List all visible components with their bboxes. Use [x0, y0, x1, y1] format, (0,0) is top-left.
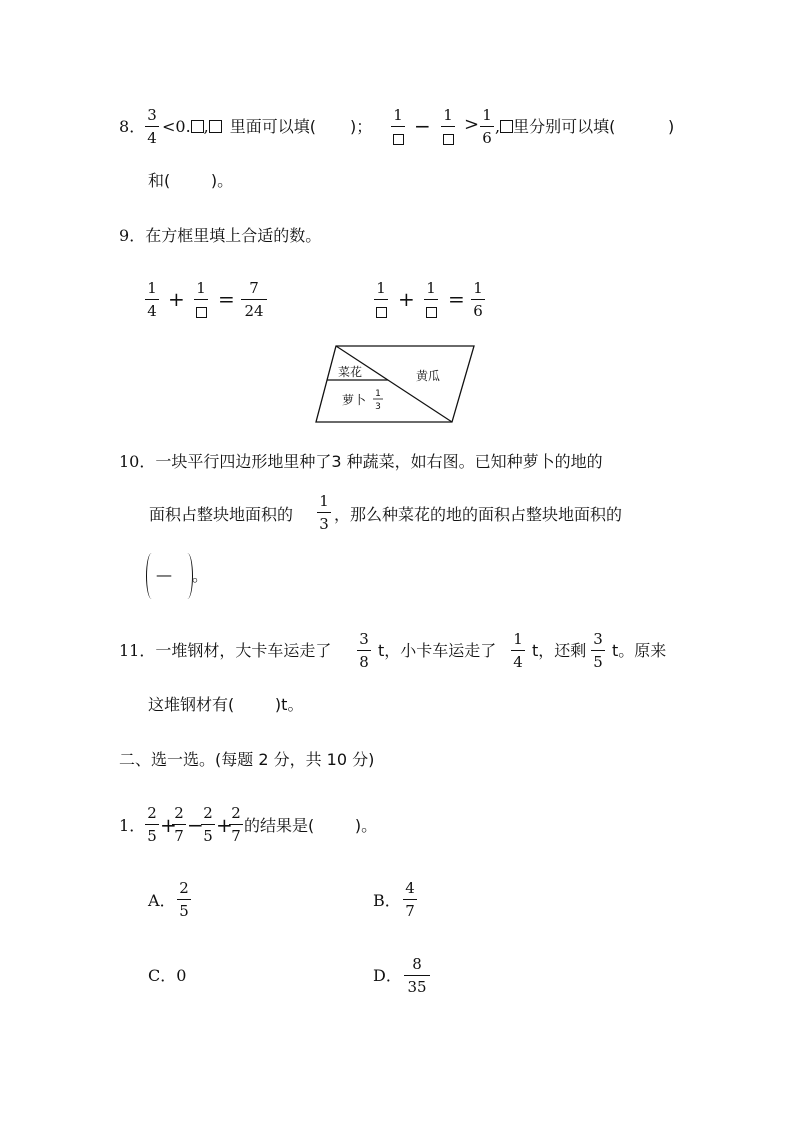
- fraction-7-24: 7 24: [241, 279, 267, 321]
- fraction-1-box: 1: [424, 279, 438, 321]
- fraction-1-box: 1: [194, 279, 208, 321]
- fraction-1-3: 1 3: [317, 492, 331, 534]
- fraction-numerator: 1: [375, 389, 381, 399]
- plus-sign: +: [168, 287, 185, 311]
- q11-text-c: t，还剩: [532, 641, 587, 660]
- equals-sign: =: [448, 287, 465, 311]
- q10-line-2a: 面积占整块地面积的: [149, 505, 294, 524]
- fraction-1-box: 1: [374, 279, 388, 321]
- blank-box[interactable]: [196, 307, 207, 318]
- q8-line-2: 和( )。: [148, 171, 234, 190]
- blank-box[interactable]: [393, 134, 404, 145]
- fraction-2-7: 2 7: [172, 804, 186, 846]
- question-number: 10．一块平行四边形地里种了3 种蔬菜，如右图。已知种萝卜的地的: [119, 452, 603, 471]
- fraction-2-5: 2 5: [145, 804, 159, 846]
- question-number: 1．: [119, 816, 146, 835]
- blank-box[interactable]: [191, 120, 204, 133]
- blank-box[interactable]: [376, 307, 387, 318]
- label-caihua: 菜花: [338, 365, 363, 379]
- fraction-8-35: 8 35: [404, 955, 430, 997]
- plus-sign: +: [398, 287, 415, 311]
- answer-dash: —: [156, 565, 172, 584]
- equals-sign: =: [218, 287, 235, 311]
- parallelogram-figure: [310, 340, 480, 426]
- q11-text-b: t，小卡车运走了: [378, 641, 497, 660]
- option-label: D．: [373, 966, 402, 985]
- mc1-tail: 的结果是( )。: [244, 816, 378, 835]
- q11-line-2: 这堆钢材有( )t。: [148, 695, 304, 714]
- fraction-1-box: 1: [391, 106, 405, 148]
- blank-box[interactable]: [443, 134, 454, 145]
- question-number: 8．: [119, 117, 146, 136]
- blank-box[interactable]: [209, 120, 222, 133]
- fraction-3-8: 3 8: [357, 630, 371, 672]
- q10-line-2b: ，那么种菜花的地的面积占整块地面积的: [334, 505, 623, 524]
- option-label: B．: [373, 891, 401, 910]
- blank-box[interactable]: [500, 120, 513, 133]
- option-label: A．: [148, 891, 176, 910]
- q11-text-d: t。原来: [612, 641, 667, 660]
- fraction-2-5: 2 5: [201, 804, 215, 846]
- blank-box[interactable]: [426, 307, 437, 318]
- fraction-1-6: 1 6: [471, 279, 485, 321]
- fraction-1-4: 1 4: [145, 279, 159, 321]
- fraction-4-7: 4 7: [403, 879, 417, 921]
- q8-close-paren: ): [668, 117, 675, 136]
- fraction-3-5: 3 5: [591, 630, 605, 672]
- answer-blank[interactable]: [146, 553, 209, 599]
- diagonal-line: [336, 346, 452, 422]
- label-huanggua: 黄瓜: [416, 369, 441, 383]
- fraction-2-7: 2 7: [229, 804, 243, 846]
- question-number: 9．在方框里填上合适的数。: [119, 226, 322, 245]
- fraction-2-5: 2 5: [177, 879, 191, 921]
- fraction-3-4: 3 4: [145, 106, 159, 148]
- q8-text-1: <0. , 里面可以填( )；: [162, 117, 373, 136]
- question-number: 11．一堆钢材，大卡车运走了: [119, 641, 332, 660]
- minus-sign: −: [187, 813, 204, 837]
- section-heading: 二、选一选。(每题 2 分，共 10 分): [119, 750, 375, 769]
- plus-sign: +: [160, 813, 177, 837]
- minus-sign: −: [414, 114, 431, 138]
- fraction-denominator: 3: [375, 402, 381, 412]
- period: 。: [192, 566, 209, 585]
- option-label: C．0: [148, 966, 187, 985]
- fraction-1-box: 1: [441, 106, 455, 148]
- fraction-1-6: 1 6: [480, 106, 494, 148]
- label-luobo: 萝卜: [342, 393, 367, 407]
- greater-than-sign: >: [464, 114, 480, 135]
- q8-text-2: , 里分别可以填(: [495, 117, 616, 136]
- fraction-1-4: 1 4: [511, 630, 525, 672]
- plus-sign: +: [216, 813, 233, 837]
